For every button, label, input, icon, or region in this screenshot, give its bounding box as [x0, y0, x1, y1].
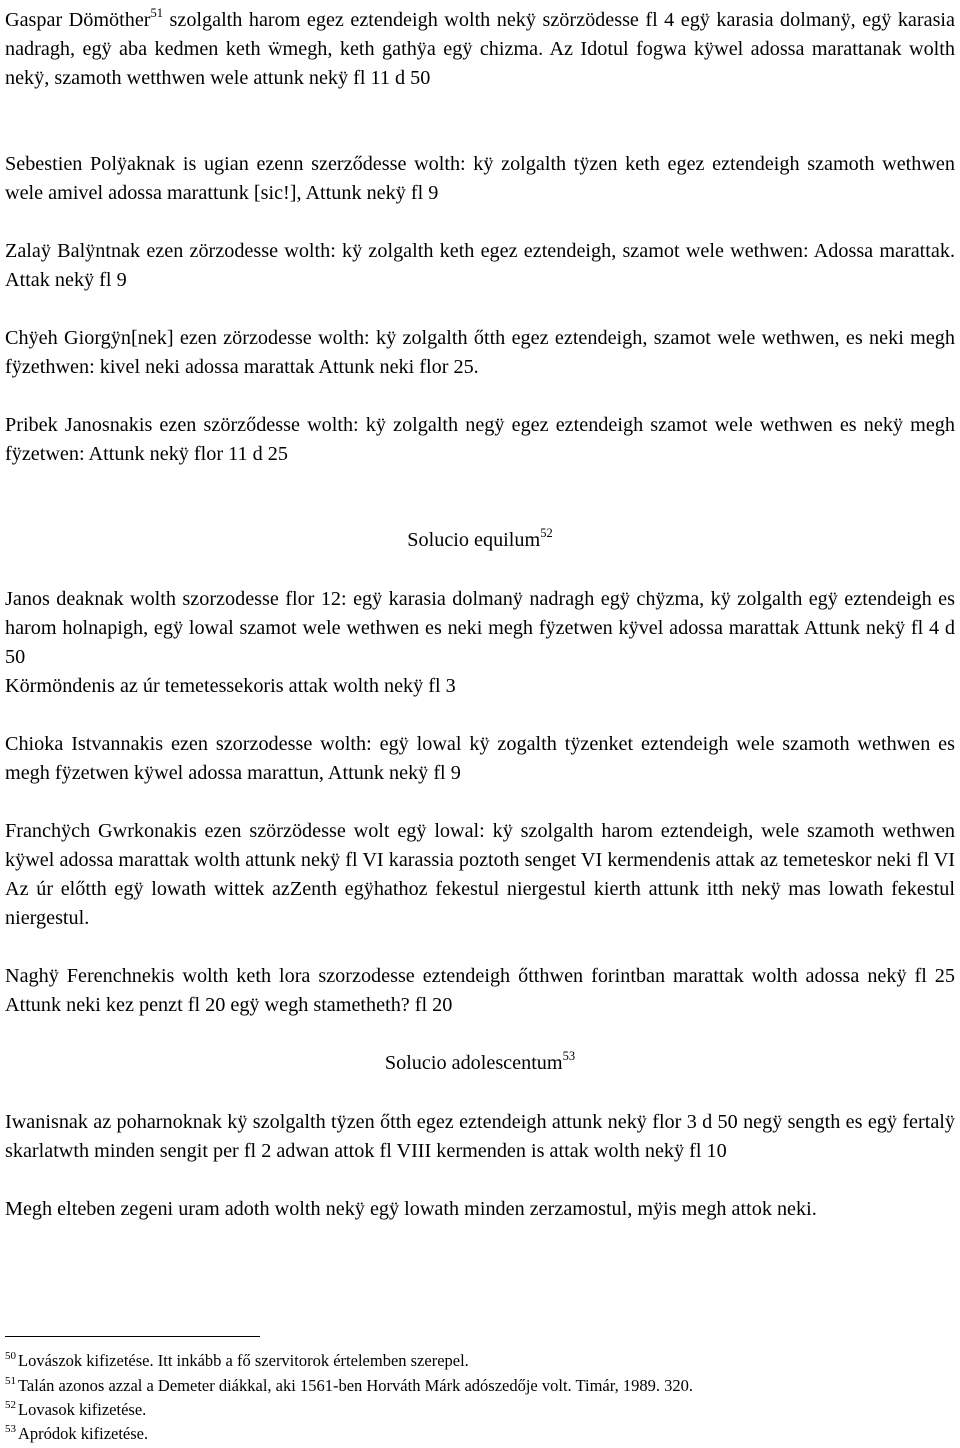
paragraph-zalay: Zalaÿ Balÿntnak ezen zörzodesse wolth: kÿ zolgalth keth egez eztendeigh, szamot wele wethwen: Adossa marattak. Attak nekÿ fl 9 [5, 240, 955, 291]
footnote-number: 52 [5, 1399, 16, 1411]
footnote-text: Lovasok kifizetése. [18, 1400, 147, 1419]
paragraph-gaspar [5, 6, 955, 93]
paragraph-pribek: Pribek Janosnakis ezen szörződesse wolth: kÿ zolgalth negÿ egez eztendeigh szamot wele wethwen es nekÿ megh fÿzetwen: Attunk nekÿ flor 11 d 25 [5, 414, 955, 465]
footnote-53 [5, 1422, 955, 1447]
footnote-51 [5, 1374, 955, 1399]
heading-text: Solucio adolescentum [384, 1052, 563, 1074]
section-heading-adolescentum [0, 1049, 960, 1078]
paragraph-kormond: Körmöndenis az úr temetessekoris attak wolth nekÿ fl 3 [5, 675, 456, 697]
footnote-number: 50 [5, 1350, 16, 1362]
section-heading-equilum [0, 526, 960, 555]
paragraph-text: Gaspar Dömöther [5, 9, 151, 31]
paragraph-chioka: Chioka Istvannakis ezen szorzodesse wolth: egÿ lowal kÿ zogalth tÿzenket eztendeigh wele szamoth wethwen es megh fÿzetwen kÿwel adossa marattun, Attunk nekÿ fl 9 [5, 733, 955, 784]
footnote-number: 53 [5, 1423, 16, 1435]
paragraph-franchych: Franchÿch Gwrkonakis ezen szörzödesse wolt egÿ lowal: kÿ szolgalth harom eztendeigh, wele szamoth wethwen kÿwel adossa marattak wolth attunk nekÿ fl VI karassia poztoth senget VI kermendenis attak az temeteskor neki fl VI Az úr előtth egÿ lowath wittek azZenth egÿhathoz fekestul niergestul kierth attunk itth nekÿ mas lowath fekestul niergestul. [5, 820, 955, 929]
footnote-text: Lovászok kifizetése. Itt inkább a fő szervitorok értelemben szerepel. [18, 1351, 469, 1370]
footnote-ref: 52 [540, 526, 553, 540]
paragraph-sebestien: Sebestien Polÿaknak is ugian ezenn szerződesse wolth: kÿ zolgalth tÿzen keth egez eztendeigh szamoth wethwen wele amivel adossa marattunk [sic!], Attunk nekÿ fl 9 [5, 153, 955, 204]
paragraph-iwanis: Iwanisnak az poharnoknak kÿ szolgalth tÿzen őtth egez eztendeigh attunk nekÿ flor 3 d 50 negÿ sength es egÿ fertalÿ skarlatwth minden sengit per fl 2 adwan attok fl VIII kermenden is attak wolth nekÿ fl 10 [5, 1111, 955, 1162]
footnote-ref: 51 [150, 6, 164, 20]
paragraph-janos: Janos deaknak wolth szorzodesse flor 12: egÿ karasia dolmanÿ nadragh egÿ chÿzma, kÿ zolgalth egÿ eztendeigh es harom holnapigh, egÿ lowal szamot wele wethwen es neki megh fÿzetwen kÿvel adossa marattak Attunk nekÿ fl 4 d 50 [5, 588, 955, 668]
footnote-divider [5, 1336, 260, 1337]
footnote-ref: 53 [562, 1049, 576, 1063]
footnote-text: Talán azonos azzal a Demeter diákkal, aki 1561-ben Horváth Márk adószedője volt. Timár, 1989. 320. [18, 1376, 693, 1395]
paragraph-naghy: Naghÿ Ferenchnekis wolth keth lora szorzodesse eztendeigh őtthwen forintban marattak wolth adossa nekÿ fl 25 Attunk neki kez penzt fl 20 egÿ wegh stametheth? fl 20 [5, 965, 955, 1016]
footnote-52 [5, 1398, 955, 1423]
paragraph-chyeh: Chÿeh Giorgÿn[nek] ezen zörzodesse wolth: kÿ zolgalth őtth egez eztendeigh, szamot wele wethwen, es neki megh fÿzethwen: kivel neki adossa marattak Attunk neki flor 25. [5, 327, 955, 378]
footnote-50 [5, 1349, 955, 1374]
paragraph-text: szolgalth harom egez eztendeigh wolth nekÿ szörzödesse fl 4 egÿ karasia dolmanÿ, egÿ karasia nadragh, egÿ aba kedmen keth ẅmegh, keth gathÿa egÿ chizma. Az Idotul fogwa kÿwel adossa marattanak wolth nekÿ, szamoth wetthwen wele attunk nekÿ fl 11 d 50 [5, 9, 955, 89]
heading-text: Solucio equilum [407, 529, 541, 551]
paragraph-megh: Megh elteben zegeni uram adoth wolth nekÿ egÿ lowath minden zerzamostul, mÿis megh attok neki. [5, 1198, 817, 1220]
footnote-text: Apródok kifizetése. [18, 1424, 149, 1443]
footnote-number: 51 [5, 1375, 16, 1387]
